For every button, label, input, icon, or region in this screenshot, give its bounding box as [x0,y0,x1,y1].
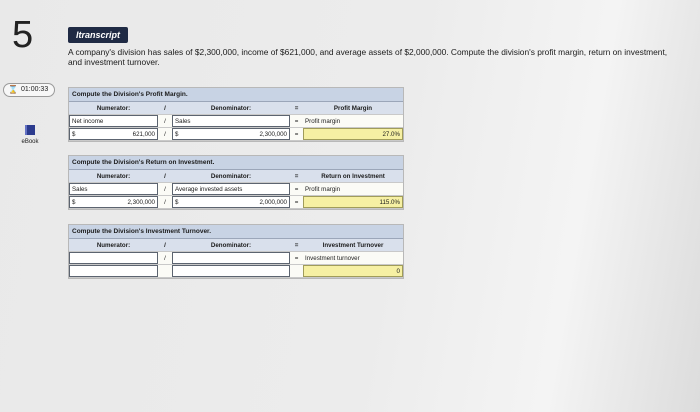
label-row [69,115,403,128]
question-text: A company's division has sales of $2,300,000, income of $621,000, and average assets of $2,000,000. Compute the division's profit margin, return on investment, and investment turnover. [68,47,668,67]
denominator-header: Denominator: [210,172,252,180]
section-title: Compute the Division's Profit Margin. [69,88,403,102]
denominator-value-input[interactable] [172,265,290,277]
slash-symbol: / [164,198,166,206]
transcript-button[interactable]: Itranscript [68,27,128,43]
timer[interactable] [3,83,55,97]
currency-symbol: $ [72,198,76,206]
result-label: Profit margin [305,185,341,193]
header-row [69,102,403,115]
slash-symbol: / [164,130,166,138]
value-row [69,265,403,278]
denominator-label-select[interactable] [172,252,290,264]
currency-symbol: $ [175,198,179,206]
denominator-header: Denominator: [210,241,252,249]
denominator-value-input[interactable] [172,128,290,140]
numerator-header: Numerator: [96,241,131,249]
slash-symbol: / [164,185,166,193]
result-header: Investment Turnover [322,241,384,249]
result-label: Investment turnover [305,254,360,262]
profit-margin-section [68,87,404,142]
value-row [69,128,403,141]
investment-turnover-result: 0 [303,265,403,277]
equals-symbol: = [294,172,299,180]
denominator-value: 2,300,000 [259,130,287,138]
equals-symbol: = [294,241,299,249]
equals-symbol: = [294,198,299,206]
slash-symbol: / [164,117,166,125]
currency-symbol: $ [72,130,76,138]
result-header: Profit Margin [333,104,373,112]
denominator-label-select[interactable]: Average invested assets [172,183,290,195]
numerator-label-select[interactable] [69,252,158,264]
section-title: Compute the Division's Investment Turnover. [69,225,403,239]
numerator-label-select[interactable]: Net income [69,115,158,127]
denominator-value: 2,000,000 [259,198,287,206]
numerator-value-input[interactable] [69,265,158,277]
numerator-label-select[interactable]: Sales [69,183,158,195]
equals-symbol: = [294,104,299,112]
equals-symbol: = [294,185,299,193]
numerator-header: Numerator: [96,172,131,180]
denominator-header: Denominator: [210,104,252,112]
result-label: Profit margin [305,117,341,125]
slash-symbol: / [164,254,166,262]
currency-symbol: $ [175,130,179,138]
denominator-value-input[interactable] [172,196,290,208]
ebook-label: eBook [21,139,39,145]
question-number: 5 [12,14,34,56]
section-title: Compute the Division's Return on Investment. [69,156,403,170]
result-header: Return on Investment [321,172,385,180]
slash-symbol: / [164,172,166,180]
book-icon [25,125,35,135]
slash-symbol: / [164,241,166,249]
return-on-investment-section [68,155,404,210]
equals-symbol: = [294,254,299,262]
numerator-value-input[interactable] [69,196,158,208]
denominator-label-select[interactable]: Sales [172,115,290,127]
equals-symbol: = [294,117,299,125]
header-row [69,239,403,252]
numerator-header: Numerator: [96,104,131,112]
label-row [69,183,403,196]
slash-symbol: / [164,104,166,112]
profit-margin-result: 27.0% [303,128,403,140]
numerator-value-input[interactable] [69,128,158,140]
numerator-value: 2,300,000 [127,198,155,206]
value-row [69,196,403,209]
ebook-link[interactable] [10,125,50,145]
hourglass-icon: ⌛ [8,85,18,94]
equals-symbol: = [294,130,299,138]
investment-turnover-section [68,224,404,279]
numerator-value: 621,000 [132,130,155,138]
return-on-investment-result: 115.0% [303,196,403,208]
timer-text: 01:00:33 [20,86,49,93]
header-row [69,170,403,183]
label-row [69,252,403,265]
